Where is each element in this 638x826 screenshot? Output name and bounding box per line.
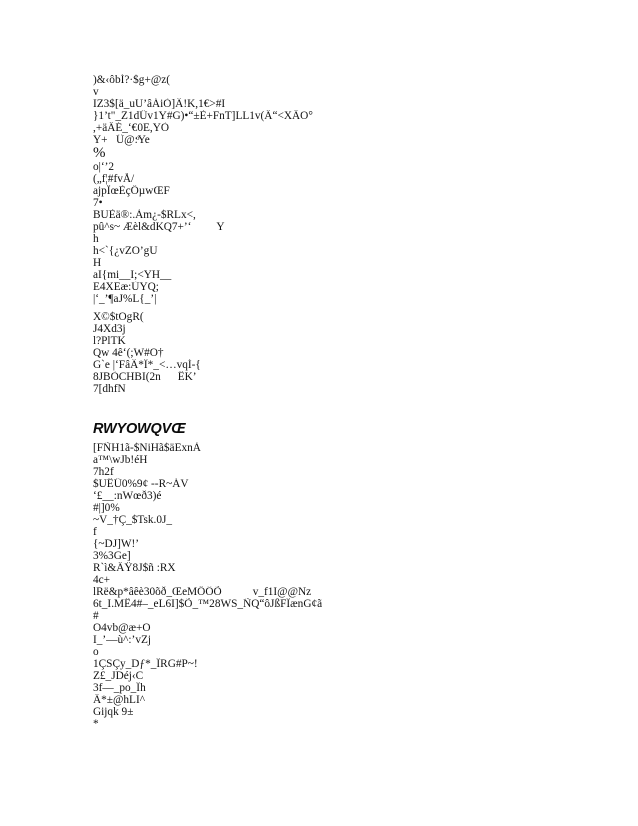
text-line: $UÊÜ0%9¢ --R~ÁV	[93, 478, 189, 490]
text-line: f	[93, 526, 97, 538]
text-line: [FÑH1ã-$NiHã$äExnÀ	[93, 442, 201, 454]
text-line: #|]0%	[93, 502, 120, 514]
text-block-2	[93, 442, 613, 730]
text-line: ,+äÄÉ_‘€0E,YÒ	[93, 122, 170, 134]
text-line: ‘£__:nWœð3)é	[93, 490, 162, 502]
text-line: Ä*±@hLI^	[93, 694, 146, 706]
text-line: a™\wJb!éH	[93, 454, 148, 466]
text-line: }1’t"_Z1dÜv1Y#G)•“±È+FnT]LL1v(Ä“<XÄO°	[93, 110, 313, 122]
text-line: 1ÇSÇy_Dƒ*_ÎRG#P~!	[93, 658, 198, 670]
text-line: 3%3Ge]	[93, 550, 131, 562]
text-line: |‘_’¶aJ%L{_’|	[93, 293, 157, 305]
text-line: v	[93, 86, 99, 98]
text-line: pû^s~ Æèl&dKQ7+’‘ Y	[93, 221, 225, 233]
text-line: h<`{¿vZO’gU	[93, 245, 158, 257]
text-line: aI{mi__I;<YH__	[93, 269, 172, 281]
text-line: 7h2f	[93, 466, 114, 478]
text-line: Z£_JDéj‹C	[93, 670, 144, 682]
text-line: )&‹ôbÍ?·$g+@z(	[93, 74, 170, 86]
text-line: o|‘’2	[93, 161, 115, 173]
text-line: BUÈä®:.Àm¿-$RLx<,	[93, 209, 196, 221]
text-line: ajpÏœÈçÖµwŒF	[93, 185, 170, 197]
text-line: Y+ Û@:ͦYe	[93, 134, 150, 146]
text-line: 3f—_po_Îh	[93, 682, 146, 694]
text-line: %	[93, 146, 106, 161]
text-line: 7•	[93, 197, 103, 209]
text-line: Gijqk 9±	[93, 706, 134, 718]
text-line: lRë&p*âêè30õð_ŒeMÖÔÕ v_f1I@@Nz	[93, 586, 312, 598]
text-line: R`ì&ÄŸ8J$ñ :RX	[93, 562, 176, 574]
text-line: {~DJ]W!’	[93, 538, 140, 550]
text-line: O4vb@æ+O	[93, 622, 151, 634]
text-line: X©$tOgR(	[93, 311, 144, 323]
text-line: 8JBÒCHBI(2n ÊK’	[93, 371, 197, 383]
text-line: G`e |‘FâÂ*Î*_<…vqÍ-{	[93, 359, 201, 371]
text-line: ~V_†Ç_$Tsk.0J_	[93, 514, 173, 526]
text-line: Qw 4ê‘(;W#O†	[93, 347, 164, 359]
text-line: I_’—ù^:’vZj	[93, 634, 152, 646]
text-line: H	[93, 257, 102, 269]
text-line: o	[93, 646, 99, 658]
text-line: h	[93, 233, 99, 245]
text-line: #	[93, 610, 99, 622]
text-line: („f¦#fvÅ/	[93, 173, 135, 185]
text-line: 6t_I.MÊ4#–_eL6I]$Õ_™28WS_ÑQ“ôJßFÎænG¢ã	[93, 598, 323, 610]
text-line: 4c+	[93, 574, 111, 586]
text-line: IZ3$[ä_uU’âÁiÒ]Â!K,1€>#I	[93, 98, 226, 110]
text-block-1	[93, 74, 613, 395]
text-line: J4Xd3j	[93, 323, 126, 335]
text-line: l?PlTK	[93, 335, 126, 347]
text-line: E4XEæ:ÙYQ;	[93, 281, 159, 293]
text-line: 7[dhfN	[93, 383, 126, 395]
text-line: *	[93, 718, 99, 730]
section-heading: RWYOWQVŒ	[93, 421, 186, 437]
